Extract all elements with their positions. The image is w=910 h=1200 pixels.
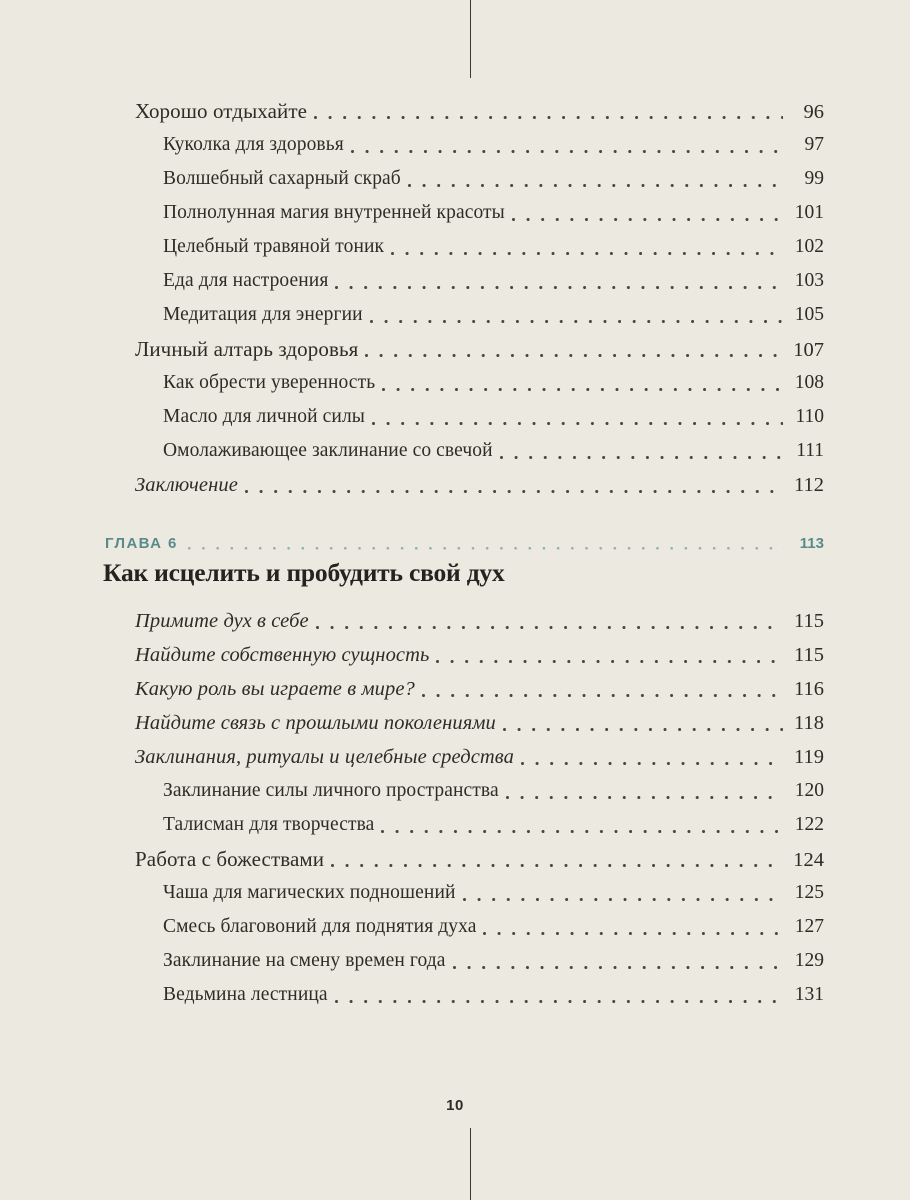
toc-dot-leader	[370, 306, 783, 326]
toc-entry[interactable]	[0, 94, 910, 128]
toc-entry-label: Полнолунная магия внутренней красоты	[163, 202, 505, 223]
toc-dot-leader	[500, 442, 783, 462]
toc-entry-page-number: 107	[793, 339, 824, 361]
toc-entry-label: Работа с божествами	[135, 847, 325, 871]
toc-entry-page-number: 103	[794, 270, 824, 291]
toc-entry[interactable]	[0, 162, 910, 196]
toc-dot-leader	[521, 748, 783, 768]
toc-entry-label: Примите дух в себе	[135, 610, 309, 632]
toc-entry[interactable]	[0, 808, 910, 842]
toc-dot-leader	[436, 646, 783, 666]
toc-dot-leader	[365, 340, 783, 360]
toc-entry-page-number: 127	[794, 916, 824, 937]
toc-dot-leader	[372, 408, 783, 428]
toc-entry[interactable]	[0, 876, 910, 910]
chapter-heading-block	[0, 531, 910, 589]
toc-entry-label: Ведьмина лестница	[163, 984, 328, 1005]
folio-page-number: 10	[446, 1097, 464, 1114]
toc-entry-label: Найдите связь с прошлыми поколениями	[135, 712, 496, 734]
toc-entry[interactable]	[0, 910, 910, 944]
toc-entry[interactable]	[0, 468, 910, 502]
toc-entry[interactable]	[0, 604, 910, 638]
toc-dot-leader	[382, 374, 783, 394]
toc-dot-leader	[422, 680, 783, 700]
toc-entry-label: Масло для личной силы	[163, 406, 365, 427]
toc-dot-leader	[483, 918, 783, 938]
toc-dot-leader	[331, 850, 783, 870]
toc-entry[interactable]	[0, 128, 910, 162]
toc-entry-label: Талисман для творчества	[163, 814, 375, 835]
chapter-label-row	[0, 531, 910, 557]
toc-entry[interactable]	[0, 298, 910, 332]
toc-entry[interactable]	[0, 638, 910, 672]
toc-entry-label: Личный алтарь здоровья	[135, 337, 359, 361]
toc-entry-label: Смесь благовоний для поднятия духа	[163, 916, 477, 937]
toc-entry[interactable]	[0, 978, 910, 1012]
toc-section-lower	[0, 604, 910, 1012]
toc-entry-page-number: 129	[794, 950, 824, 971]
toc-dot-leader	[314, 102, 783, 122]
crop-mark-bottom	[470, 1128, 471, 1200]
toc-entry-page-number: 101	[794, 202, 824, 223]
toc-dot-leader	[463, 884, 783, 904]
toc-entry-page-number: 105	[794, 304, 824, 325]
toc-entry-label: Куколка для здоровья	[163, 134, 344, 155]
toc-entry-page-number: 120	[794, 780, 824, 801]
toc-section-upper	[0, 94, 910, 502]
toc-entry-page-number: 99	[804, 168, 824, 189]
toc-entry-label: Омолаживающее заклинание со свечой	[163, 440, 493, 461]
toc-entry[interactable]	[0, 230, 910, 264]
toc-entry[interactable]	[0, 434, 910, 468]
toc-entry-label: Чаша для магических подношений	[163, 882, 456, 903]
toc-entry-page-number: 118	[794, 712, 824, 734]
crop-mark-top	[470, 0, 471, 78]
toc-entry-page-number: 111	[796, 440, 824, 461]
toc-entry-page-number: 115	[794, 610, 824, 632]
toc-entry-label: Волшебный сахарный скраб	[163, 168, 401, 189]
toc-entry[interactable]	[0, 740, 910, 774]
toc-entry-page-number: 122	[794, 814, 824, 835]
toc-entry-page-number: 131	[794, 984, 824, 1005]
toc-dot-leader	[503, 714, 783, 734]
toc-entry[interactable]	[0, 366, 910, 400]
toc-entry-label: Как обрести уверенность	[163, 372, 376, 393]
toc-dot-leader	[335, 272, 783, 292]
toc-entry[interactable]	[0, 706, 910, 740]
toc-entry-page-number: 112	[794, 474, 824, 496]
toc-entry-label: Заклинание на смену времен года	[163, 950, 446, 971]
toc-entry-label: Найдите собственную сущность	[135, 644, 430, 666]
toc-dot-leader	[335, 986, 783, 1006]
toc-dot-leader	[453, 952, 783, 972]
toc-entry-label: Хорошо отдыхайте	[135, 99, 308, 123]
toc-entry-page-number: 110	[795, 406, 824, 427]
chapter-dot-leader	[188, 537, 784, 553]
toc-entry-page-number: 119	[794, 746, 824, 768]
toc-entry[interactable]	[0, 774, 910, 808]
toc-entry-page-number: 102	[794, 236, 824, 257]
toc-entry-label: Заклинания, ритуалы и целебные средства	[135, 746, 515, 768]
toc-entry-label: Медитация для энергии	[163, 304, 363, 325]
toc-entry-page-number: 116	[794, 678, 824, 700]
toc-entry-page-number: 97	[804, 134, 824, 155]
toc-entry[interactable]	[0, 672, 910, 706]
toc-dot-leader	[408, 170, 783, 190]
toc-entry[interactable]	[0, 332, 910, 366]
toc-entry-label: Заклинание силы личного пространства	[163, 780, 499, 801]
toc-entry-page-number: 108	[794, 372, 824, 393]
toc-dot-leader	[512, 204, 783, 224]
toc-dot-leader	[316, 612, 783, 632]
toc-dot-leader	[391, 238, 783, 258]
toc-entry-page-number: 96	[803, 101, 824, 123]
toc-dot-leader	[381, 816, 783, 836]
chapter-title: Как исцелить и пробудить свой дух	[103, 558, 505, 587]
chapter-label: ГЛАВА 6	[105, 535, 178, 552]
toc-entry[interactable]	[0, 264, 910, 298]
toc-entry-label: Целебный травяной тоник	[163, 236, 385, 257]
toc-entry-label: Какую роль вы играете в мире?	[135, 678, 415, 700]
toc-dot-leader	[351, 136, 783, 156]
toc-entry-label: Еда для настроения	[163, 270, 329, 291]
toc-entry[interactable]	[0, 944, 910, 978]
toc-entry-page-number: 115	[794, 644, 824, 666]
chapter-page-number: 113	[799, 535, 824, 552]
toc-entry-page-number: 124	[793, 849, 824, 871]
toc-dot-leader	[506, 782, 783, 802]
toc-entry-page-number: 125	[794, 882, 824, 903]
toc-entry[interactable]	[0, 400, 910, 434]
toc-entry-label: Заключение	[135, 474, 238, 496]
toc-entry[interactable]	[0, 196, 910, 230]
toc-dot-leader	[245, 476, 783, 496]
toc-entry[interactable]	[0, 842, 910, 876]
